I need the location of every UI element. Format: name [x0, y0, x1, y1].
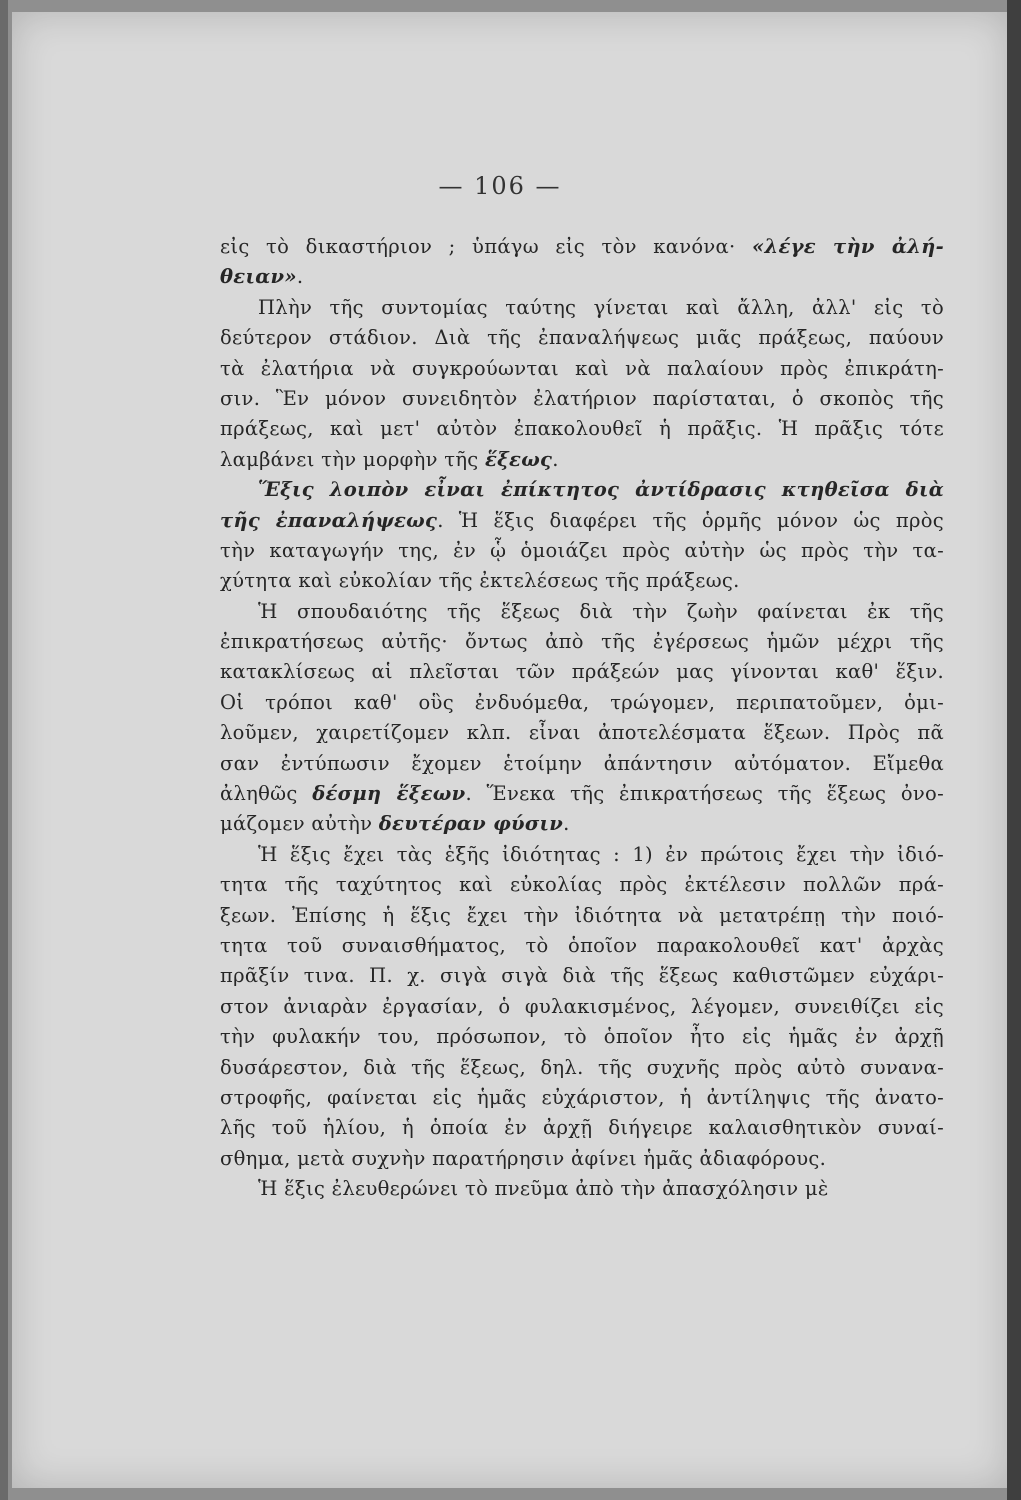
text-segment: Ἡ ἕξις ἔχει τὰς ἑξῆς ἰδιότητας : 1) ἐν πρώτοις ἔχει τὴν ἰδιό- — [258, 842, 944, 866]
text-line — [220, 718, 944, 748]
text-segment: σιν. Ἓν μόνον συνειδητὸν ἐλατήριον παρίσταται, ὁ σκοπὸς τῆς — [220, 386, 944, 410]
text-line — [220, 323, 944, 353]
text-line — [220, 597, 944, 627]
text-segment: σθημα, μετὰ συχνὴν παρατήρησιν ἀφίνει ἡμᾶς ἀδιαφόρους. — [220, 1146, 827, 1170]
emphasized-text: ἕξεως — [485, 447, 553, 471]
text-line — [220, 293, 944, 323]
text-line — [220, 1053, 944, 1083]
text-line — [220, 779, 944, 809]
text-line — [220, 870, 944, 900]
text-segment: . — [563, 812, 570, 836]
text-line — [220, 506, 944, 536]
text-segment: τὴν καταγωγήν της, ἐν ᾧ ὁμοιάζει πρὸς αὐτὴν ὡς πρὸς τὴν τα- — [220, 538, 944, 562]
text-segment: λαμβάνει τὴν μορφὴν τῆς — [220, 447, 486, 471]
text-segment: μάζομεν αὐτὴν — [220, 812, 379, 836]
text-segment: λῆς τοῦ ἡλίου, ἡ ὁποία ἐν ἀρχῇ διήγειρε καλαισθητικὸν συναί- — [220, 1116, 944, 1140]
text-line — [220, 262, 944, 292]
page-number: — 106 — — [438, 172, 562, 200]
text-line — [220, 475, 944, 505]
emphasized-text: «λέγε τὴν ἀλή- — [752, 235, 944, 258]
text-line — [220, 809, 944, 839]
text-line — [220, 931, 944, 961]
text-segment: τὰ ἐλατήρια νὰ συγκρούωνται καὶ νὰ παλαίουν πρὸς ἐπικράτη- — [220, 356, 944, 380]
text-segment: σαν ἐντύπωσιν ἔχομεν ἑτοίμην ἀπάντησιν αὐτόματον. Εἴμεθα — [220, 751, 944, 775]
text-segment: πρᾶξίν τινα. Π. χ. σιγὰ σιγὰ διὰ τῆς ἕξεως καθιστῶμεν εὐχάρι- — [220, 964, 944, 988]
text-line — [220, 566, 944, 596]
emphasized-text: δέσμη ἕξεων — [312, 782, 466, 806]
text-line — [220, 992, 944, 1022]
text-segment: χύτητα καὶ εὐκολίαν τῆς ἐκτελέσεως τῆς πράξεως. — [220, 569, 740, 593]
text-segment: τητα τῆς ταχύτητος καὶ εὐκολίας πρὸς ἐκτέλεσιν πολλῶν πρά- — [220, 873, 944, 897]
emphasized-text: δευτέραν φύσιν — [378, 812, 564, 836]
text-line — [220, 627, 944, 657]
text-line — [220, 749, 944, 779]
text-segment: Πλὴν τῆς συντομίας ταύτης γίνεται καὶ ἄλλη, ἀλλ' εἰς τὸ — [258, 295, 944, 319]
text-segment: . Ἕνεκα τῆς ἐπικρατήσεως τῆς ἕξεως ὀνο- — [465, 782, 944, 806]
text-segment: . — [296, 265, 304, 289]
text-line — [220, 688, 944, 718]
text-line — [220, 536, 944, 566]
emphasized-text: θειαν» — [220, 265, 297, 289]
paragraph — [220, 1174, 944, 1204]
body-text — [220, 232, 944, 1205]
text-segment: λοῦμεν, χαιρετίζομεν κλπ. εἶναι ἀποτελέσματα ἕξεων. Πρὸς πᾶ — [220, 721, 944, 745]
text-line — [220, 1083, 944, 1113]
text-segment: ἀληθῶς — [220, 782, 313, 806]
text-line — [220, 232, 944, 262]
text-line — [220, 445, 944, 475]
paragraph — [220, 475, 944, 597]
text-line — [220, 1144, 944, 1174]
text-segment: κατακλίσεως αἱ πλεῖσται τῶν πράξεών μας γίνονται καθ' ἕξιν. — [220, 660, 944, 684]
text-line — [220, 1113, 944, 1143]
paragraph — [220, 597, 944, 840]
paragraph — [220, 293, 944, 475]
text-line — [220, 657, 944, 687]
text-segment: δεύτερον στάδιον. Διὰ τῆς ἐπαναλήψεως μιᾶς πράξεως, παύουν — [220, 326, 944, 350]
text-segment: Ἡ ἕξις ἐλευθερώνει τὸ πνεῦμα ἀπὸ τὴν ἀπασχόλησιν μὲ — [258, 1177, 829, 1201]
text-line — [220, 1022, 944, 1052]
text-line — [220, 414, 944, 444]
text-line — [220, 384, 944, 414]
text-segment: τὴν φυλακήν του, πρόσωπον, τὸ ὁποῖον ἦτο εἰς ἡμᾶς ἐν ἀρχῇ — [220, 1025, 944, 1049]
text-segment: στον ἀνιαρὰν ἐργασίαν, ὁ φυλακισμένος, λέγομεν, συνειθίζει εἰς — [220, 994, 944, 1018]
text-line — [220, 901, 944, 931]
page-edge-right — [1007, 0, 1021, 1500]
text-segment: Ἡ σπουδαιότης τῆς ἕξεως διὰ τὴν ζωὴν φαίνεται ἐκ τῆς — [258, 599, 944, 623]
text-segment: δυσάρεστον, διὰ τῆς ἕξεως, δηλ. τῆς συχνῆς πρὸς αὐτὸ συνανα- — [220, 1055, 944, 1079]
text-segment: ἐπικρατήσεως αὐτῆς· ὄντως ἀπὸ τῆς ἐγέρσεως ἡμῶν μέχρι τῆς — [220, 630, 944, 654]
text-line — [220, 961, 944, 991]
text-line — [220, 354, 944, 384]
paragraph — [220, 232, 944, 293]
text-segment: . — [552, 447, 559, 471]
emphasized-text: τῆς ἐπαναλήψεως — [220, 508, 438, 532]
text-segment: τητα τοῦ συναισθήματος, τὸ ὁποῖον παρακολουθεῖ κατ' ἀρχὰς — [220, 933, 944, 957]
text-segment: ξεων. Ἐπίσης ἡ ἕξις ἔχει τὴν ἰδιότητα νὰ μετατρέπῃ τὴν ποιό- — [220, 903, 944, 927]
text-segment: στροφῆς, φαίνεται εἰς ἡμᾶς εὐχάριστον, ἡ ἀντίληψις τῆς ἀνατο- — [220, 1085, 944, 1109]
text-segment: εἰς τὸ δικαστήριον ; ὑπάγω εἰς τὸν κανόνα· — [220, 235, 753, 258]
text-segment: πράξεως, καὶ μετ' αὐτὸν ἐπακολουθεῖ ἡ πρᾶξις. Ἡ πρᾶξις τότε — [220, 417, 944, 441]
text-line — [220, 1174, 944, 1204]
text-line — [220, 840, 944, 870]
page-edge-left — [0, 0, 8, 1500]
emphasized-text: Ἕξις λοιπὸν εἶναι ἐπίκτητος ἀντίδρασις κτηθεῖσα διὰ — [258, 478, 944, 502]
text-segment: Οἱ τρόποι καθ' οὓς ἐνδυόμεθα, τρώγομεν, περιπατοῦμεν, ὁμι- — [220, 690, 944, 714]
text-segment: . Ἡ ἕξις διαφέρει τῆς ὁρμῆς μόνον ὡς πρὸς — [437, 508, 944, 532]
paragraph — [220, 840, 944, 1174]
